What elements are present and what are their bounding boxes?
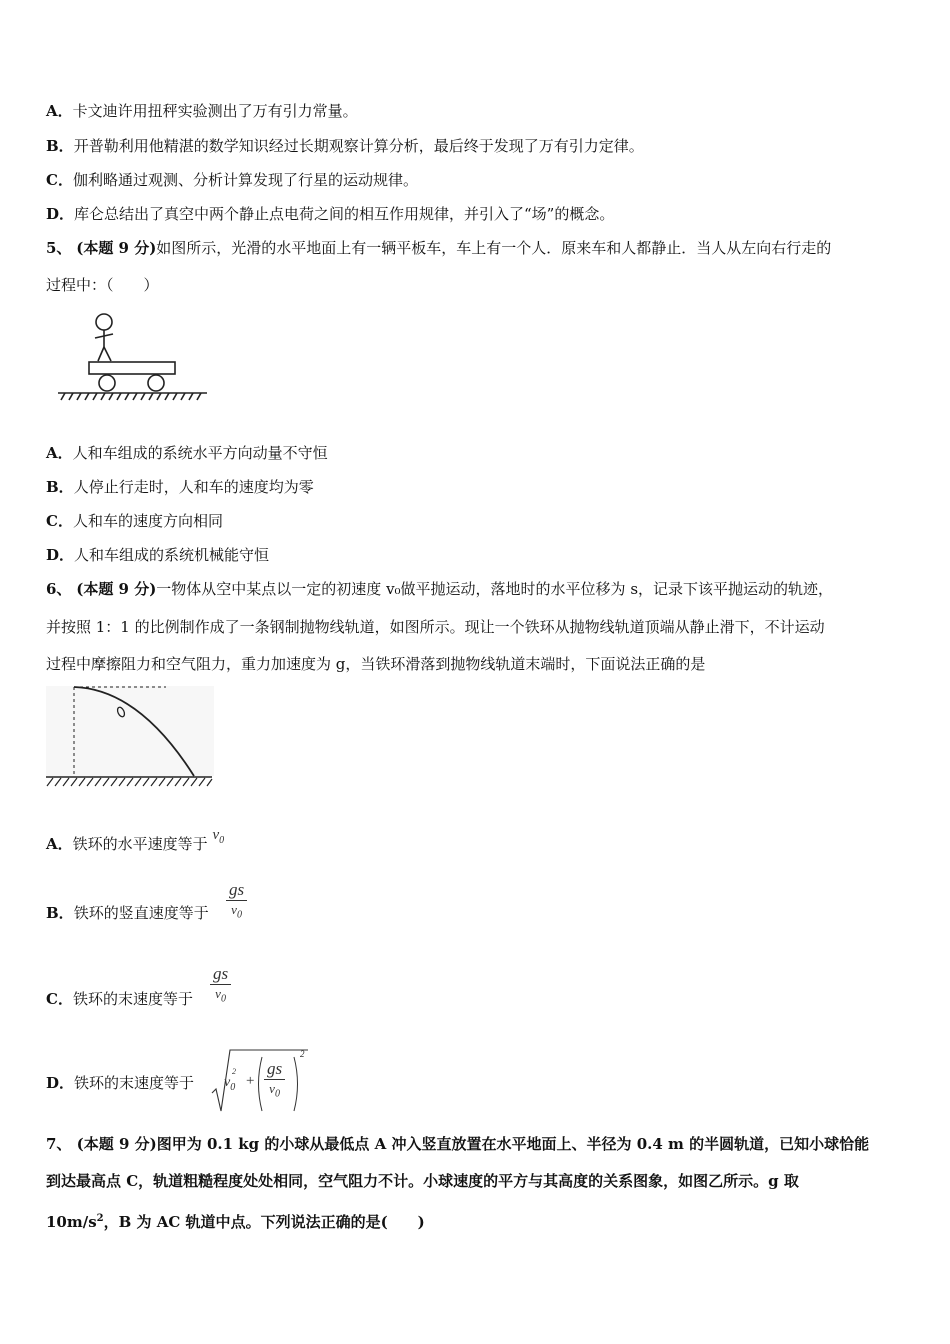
option-label: A． [46,835,73,853]
question-score: (本题 9 分) [76,1135,157,1153]
unit-text: 10m/s [46,1213,97,1231]
formula-v0-squared: $v_0$ [224,1075,236,1093]
q5-option-b [46,477,314,497]
q5-stem-line2: 过程中：（ ） [46,276,159,294]
question-number: 7、 [46,1135,72,1153]
option-text: 铁环的末速度等于 [72,990,193,1008]
q5-option-d [46,545,269,565]
q6-stem-line3: 过程中摩擦阻力和空气阻力，重力加速度为 g，当铁环滑落到抛物线轨道末端时，下面说法正确的是 [46,655,706,673]
exponent: 2 [300,1049,305,1059]
q4-option-c [46,170,418,190]
option-label: B． [46,478,74,496]
q4-option-b [46,136,644,156]
q5-stem-line1 [46,238,831,258]
cart-person-figure [55,310,215,405]
option-text: 人和车组成的系统水平方向动量不守恒 [72,444,328,462]
q6-stem-line2: 并按照 1：1 的比例制作成了一条钢制抛物线轨道，如图所示。现让一个铁环从抛物线轨道顶端从静止滑下，不计运动 [46,618,825,636]
unit-exponent: 2 [96,1213,104,1224]
option-label: D． [46,205,75,223]
q4-option-d [46,204,614,224]
parabola-track-figure [44,684,216,792]
q4-option-a [46,101,358,121]
stem-text: ，B 为 AC 轨道中点。下列说法正确的是( ) [103,1213,425,1231]
option-text: 开普勒利用他精湛的数学知识经过长期观察计算分析，最后终于发现了万有引力定律。 [73,137,644,155]
option-label: D． [46,1074,75,1092]
option-text: 铁环的竖直速度等于 [73,904,209,922]
option-text: 人和车组成的系统机械能守恒 [74,546,270,564]
stem-text: 一物体从空中某点以一定的初速度 v₀做平抛运动，落地时的水平位移为 s，记录下该平抛运动的轨迹， [156,580,834,598]
q6-option-d [46,1073,194,1093]
option-label: B． [46,904,74,922]
exponent: 2 [232,1067,236,1076]
option-text: 人和车的速度方向相同 [72,512,223,530]
option-label: C． [46,990,73,1008]
question-number: 6、 [46,580,72,598]
formula-final-speed [210,1047,310,1115]
q7-stem-line2: 到达最高点 C，轨道粗糙程度处处相同，空气阻力不计。小球速度的平方与其高度的关系图象，如图乙所示。g 取 [46,1172,799,1190]
q7-stem-line3 [46,1209,425,1232]
formula-v0: $v_0$ [212,827,225,846]
q7-stem-line1 [46,1134,869,1154]
question-score: (本题 9 分) [76,239,157,257]
option-text: 铁环的末速度等于 [74,1074,195,1092]
q6-option-c [46,989,193,1009]
option-label: C． [46,512,73,530]
option-label: A． [46,444,73,462]
option-text: 伽利略通过观测、分析计算发现了行星的运动规律。 [72,171,418,189]
option-label: A． [46,102,73,120]
q6-option-a [46,827,225,861]
option-label: C． [46,171,73,189]
q5-option-a [46,443,328,463]
option-text: 人停止行走时，人和车的速度均为零 [73,478,314,496]
q6-stem-line1 [46,579,833,599]
option-label: D． [46,546,75,564]
question-number: 5、 [46,239,72,257]
option-text: 铁环的水平速度等于 [72,835,208,853]
plus-sign: + [246,1073,255,1089]
formula-gs-over-v0: gs $v_0$ [210,964,231,1009]
q6-option-b [46,903,209,923]
option-text: 卡文迪许用扭秤实验测出了万有引力常量。 [72,102,358,120]
formula-gs-over-v0: gs $v_0$ [226,880,247,925]
stem-text: 图甲为 0.1 kg 的小球从最低点 A 冲入竖直放置在水平地面上、半径为 0.4 m 的半圆轨道，已知小球恰能 [156,1135,870,1153]
question-score: (本题 9 分) [76,580,157,598]
q5-option-c [46,511,223,531]
formula-gs-over-v0: gs $v_0$ [264,1059,285,1104]
stem-text: 如图所示，光滑的水平地面上有一辆平板车，车上有一个人．原来车和人都静止．当人从左向右行走的 [156,239,832,257]
option-text: 库仑总结出了真空中两个静止点电荷之间的相互作用规律，并引入了“场”的概念。 [74,205,615,223]
option-label: B． [46,137,74,155]
